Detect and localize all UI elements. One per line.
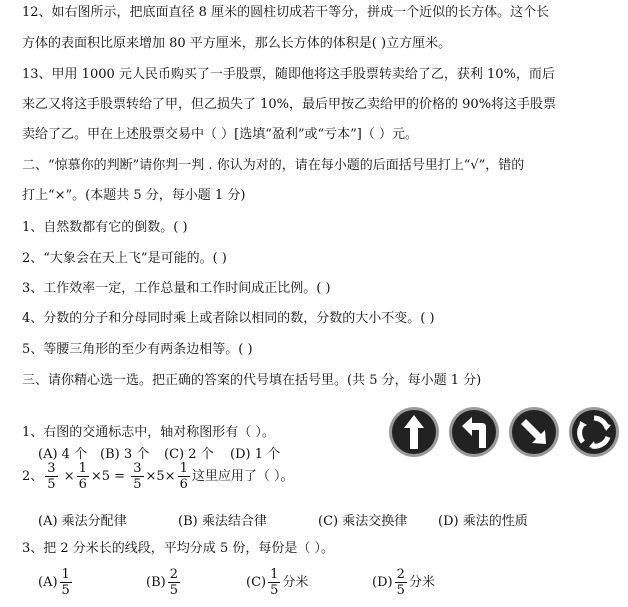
times-sign: × — [63, 469, 75, 484]
q13-line2: 来乙又将这手股票转给了甲，但乙损失了 10%，最后甲按乙卖给甲的价格的 90%将这手股票 — [22, 97, 557, 112]
choice-q2-option-b: (B) 乘法结合律 — [178, 514, 267, 529]
fraction — [45, 461, 57, 492]
fraction — [131, 461, 143, 492]
fraction — [60, 567, 72, 598]
arrow-down-right-sign-icon — [508, 406, 560, 458]
judge-item-1: 1、自然数都有它的倒数。( ) — [22, 220, 188, 235]
choice-q3-option-b — [146, 567, 182, 599]
choice-q2-option-d: (D) 乘法的性质 — [438, 514, 528, 529]
choice-q3-option-c — [246, 567, 308, 599]
denominator: 5 — [133, 477, 142, 492]
arrow-up-sign-icon — [388, 406, 440, 458]
choice-q3-option-d — [372, 567, 435, 599]
option-label: (A) — [38, 575, 58, 590]
choice-q3-stem: 3、把 2 分米长的线段，平均分成 5 份，每份是（ ）。 — [22, 541, 334, 556]
q13-line1: 13、甲用 1000 元人民币购买了一手股票，随即他将这手股票转卖给了乙，获利 10%，而后 — [22, 67, 555, 82]
numerator: 3 — [133, 461, 142, 476]
choice-q1-option-a: (A) 4 个 — [38, 447, 88, 462]
judge-item-4: 4、分数的分子和分母同时乘上或者除以相同的数，分数的大小不变。( ) — [22, 311, 435, 326]
traffic-signs — [388, 406, 620, 464]
numerator: 2 — [169, 567, 178, 582]
judge-item-3: 3、工作效率一定，工作总量和工作时间成正比例。( ) — [22, 281, 331, 296]
numerator: 3 — [47, 461, 56, 476]
choice-q2-option-c: (C) 乘法交换律 — [318, 514, 408, 529]
choice-q3-option-a — [38, 567, 74, 599]
denominator: 6 — [179, 477, 188, 492]
numerator: 1 — [78, 461, 87, 476]
q13-line3: 卖给了乙。甲在上述股票交易中（ ）[选填“盈利”或“亏本”]（ ）元。 — [22, 127, 418, 142]
choice-q1-option-c: (C) 2 个 — [164, 447, 214, 462]
q2-mid1: ×5 = — [90, 469, 126, 484]
choice-q1-stem: 1、右图的交通标志中，轴对称图形有（ ）。 — [22, 425, 275, 440]
numerator: 1 — [61, 567, 70, 582]
section2-heading-line1: 二、“惊慕你的判断”请你判一判 . 你认为对的，请在每小题的后面括号里打上“√”，错的 — [22, 158, 525, 173]
q2-suffix: 这里应用了（ ）。 — [191, 469, 294, 484]
denominator: 5 — [61, 583, 70, 598]
denominator: 5 — [396, 583, 405, 598]
q2-prefix: 2、 — [22, 469, 44, 484]
option-label: (C) — [246, 575, 267, 590]
numerator: 2 — [396, 567, 405, 582]
fraction — [268, 567, 280, 598]
fraction — [77, 461, 89, 492]
choice-q2-stem — [22, 461, 294, 493]
judge-item-5: 5、等腰三角形的至少有两条边相等。( ) — [22, 342, 253, 357]
choice-q1-option-d: (D) 1 个 — [230, 447, 281, 462]
option-unit: 分米 — [282, 575, 309, 590]
q12-line2: 方体的表面积比原来增加 80 平方厘米，那么长方体的体积是( )立方厘米。 — [22, 36, 452, 51]
section2-heading-line2: 打上“×”。(本题共 5 分，每小题 1 分) — [22, 188, 246, 203]
choice-q1-option-b: (B) 3 个 — [100, 447, 150, 462]
denominator: 6 — [78, 477, 87, 492]
section3-heading: 三、请你精心选一选。把正确的答案的代号填在括号里。(共 5 分，每小题 1 分) — [22, 373, 482, 388]
judge-item-2: 2、“大象会在天上飞”是可能的。( ) — [22, 251, 227, 266]
fraction — [168, 567, 180, 598]
denominator: 5 — [270, 583, 279, 598]
q2-mid2: ×5× — [145, 469, 176, 484]
denominator: 5 — [47, 477, 56, 492]
denominator: 5 — [169, 583, 178, 598]
choice-q2-option-a: (A) 乘法分配律 — [38, 514, 127, 529]
roundabout-sign-icon — [568, 406, 620, 458]
option-label: (D) — [372, 575, 393, 590]
fraction — [178, 461, 190, 492]
option-unit: 分米 — [408, 575, 435, 590]
numerator: 1 — [179, 461, 188, 476]
numerator: 1 — [270, 567, 279, 582]
q12-line1: 12、如右图所示，把底面直径 8 厘米的圆柱切成若干等分，拼成一个近似的长方体。这个长 — [22, 5, 550, 20]
fraction — [395, 567, 407, 598]
turn-left-sign-icon — [448, 406, 500, 458]
option-label: (B) — [146, 575, 166, 590]
